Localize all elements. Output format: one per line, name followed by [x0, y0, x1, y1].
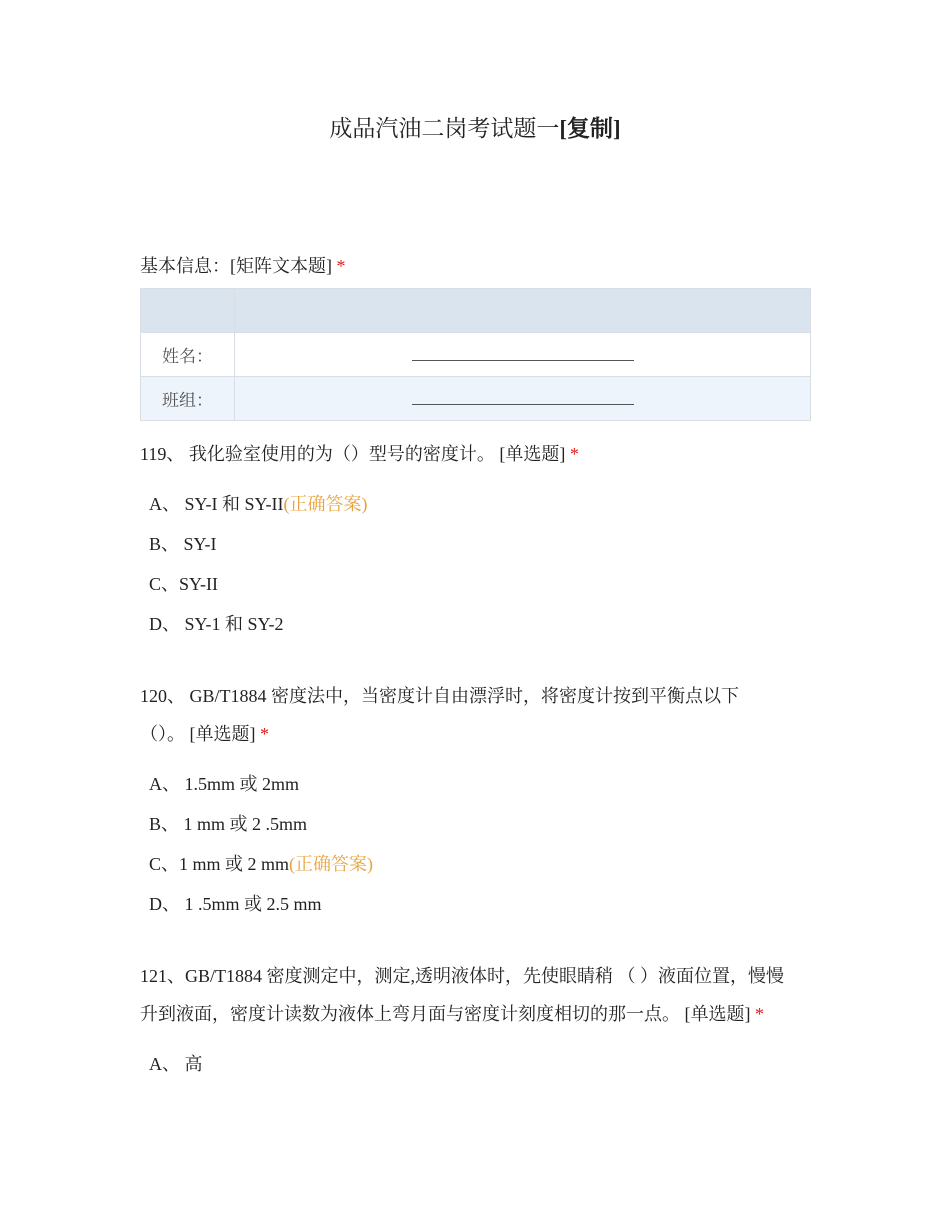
basic-info-label: 基本信息：[矩阵文本题] *	[140, 256, 346, 276]
required-mark: *	[569, 444, 579, 464]
group-field[interactable]	[412, 388, 634, 405]
correct-answer-tag: (正确答案)	[289, 854, 374, 874]
page-title	[0, 110, 950, 143]
name-label: 姓名：	[141, 333, 235, 377]
required-mark: *	[260, 724, 269, 744]
required-mark: *	[336, 256, 346, 276]
required-mark: *	[755, 1004, 764, 1024]
question-120: 120、 GB/T1884 密度法中，当密度计自由漂浮时，将密度计按到平衡点以下 （）。 [单选题] *	[140, 686, 739, 744]
matrix-header-row	[141, 289, 811, 333]
matrix-row-group	[141, 377, 811, 421]
option-119-a[interactable]: A、 SY-I 和 SY-II(正确答案)	[149, 494, 368, 514]
title-main: 成品汽油二岗考试题一	[329, 116, 560, 141]
question-121: 121、GB/T1884 密度测定中，测定,透明液体时，先使眼睛稍 （ ）液面位置，慢慢 升到液面，密度计读数为液体上弯月面与密度计刻度相切的那一点。 [单选题] *	[140, 966, 784, 1024]
option-119-b[interactable]: B、 SY-I	[149, 534, 217, 554]
option-119-d[interactable]: D、 SY-1 和 SY-2	[149, 614, 284, 634]
group-label: 班组：	[141, 377, 235, 421]
basic-info-matrix	[140, 288, 811, 421]
name-field[interactable]	[412, 344, 634, 361]
option-120-b[interactable]: B、 1 mm 或 2 .5mm	[149, 814, 308, 834]
question-119: 119、 我化验室使用的为（）型号的密度计。 [单选题] *	[140, 444, 579, 464]
option-119-c[interactable]: C、SY-II	[149, 574, 219, 594]
title-suffix: [复制]	[559, 116, 621, 141]
option-121-a[interactable]: A、 高	[149, 1054, 203, 1074]
option-120-c[interactable]: C、1 mm 或 2 mm(正确答案)	[149, 854, 374, 874]
option-120-a[interactable]: A、 1.5mm 或 2mm	[149, 774, 300, 794]
option-120-d[interactable]: D、 1 .5mm 或 2.5 mm	[149, 894, 322, 914]
matrix-row-name	[141, 333, 811, 377]
correct-answer-tag: (正确答案)	[283, 494, 368, 514]
